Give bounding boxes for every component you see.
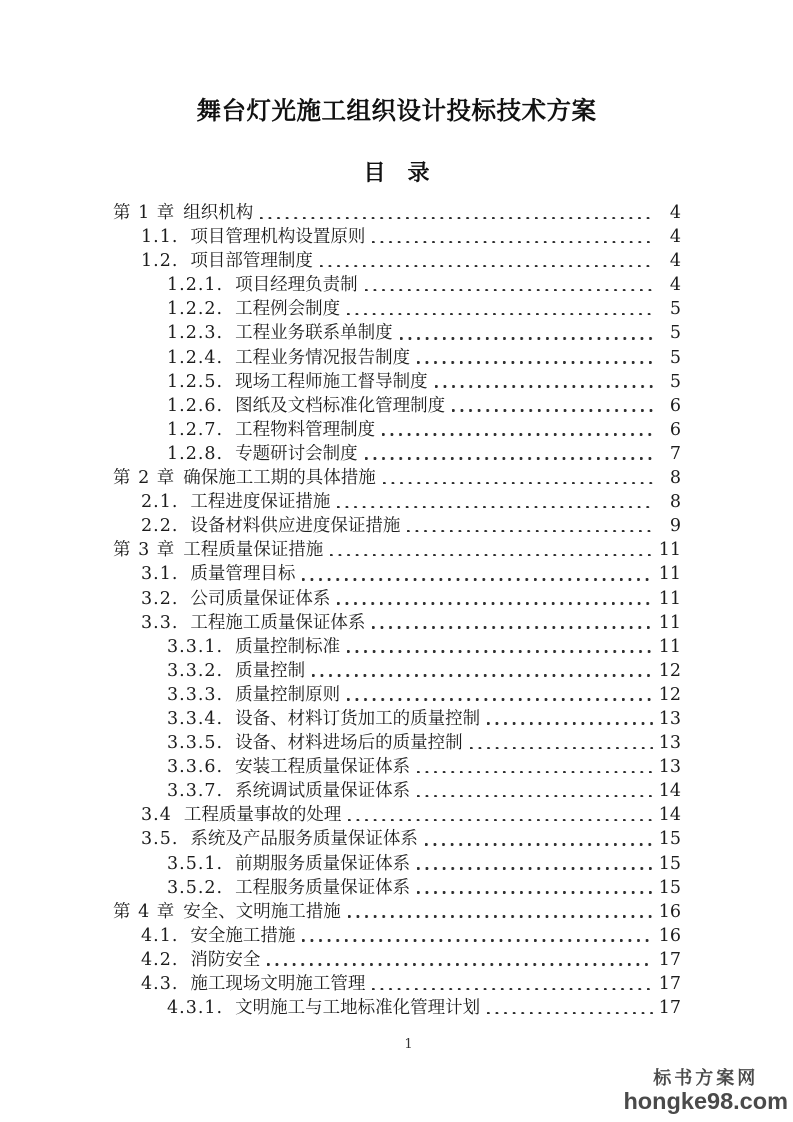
toc-leader-dots bbox=[452, 406, 653, 412]
toc-entry bbox=[113, 657, 681, 681]
toc-entry bbox=[113, 898, 681, 922]
toc-entry bbox=[113, 247, 681, 271]
toc-entry-title: 质量控制原则 bbox=[235, 684, 341, 705]
toc-leader-dots bbox=[372, 984, 652, 990]
toc-leader-dots bbox=[312, 671, 653, 677]
toc-entry-title: 工程业务联系单制度 bbox=[235, 323, 393, 344]
toc-entry-number: 3.3.2. bbox=[167, 660, 224, 681]
toc-leader-dots bbox=[372, 237, 653, 243]
toc-entry bbox=[113, 705, 681, 729]
toc-entry-page-number: 14 bbox=[658, 805, 681, 826]
toc-entry-title: 项目部管理制度 bbox=[190, 251, 313, 272]
toc-entry-title: 专题研讨会制度 bbox=[235, 443, 358, 464]
toc-entry-page-number: 15 bbox=[658, 877, 681, 898]
toc-entry bbox=[113, 801, 681, 825]
toc-entry-page-number: 13 bbox=[658, 708, 681, 729]
toc-entry bbox=[113, 536, 681, 560]
toc-entry-page-number: 4 bbox=[669, 203, 681, 223]
toc-entry-title: 现场工程师施工督导制度 bbox=[235, 371, 428, 392]
toc-entry-number: 3.3.5. bbox=[167, 733, 224, 754]
toc-leader-dots bbox=[347, 309, 653, 315]
toc-entry-number: 1.2.7. bbox=[167, 419, 224, 440]
toc-leader-dots bbox=[372, 623, 652, 629]
toc-entry-title: 工程施工质量保证体系 bbox=[190, 612, 366, 633]
toc-entry-number: 1.2.8. bbox=[167, 443, 224, 464]
toc-entry-number: 1.2.5. bbox=[167, 371, 224, 392]
toc-leader-dots bbox=[330, 550, 652, 556]
toc-entry-page-number: 11 bbox=[658, 612, 681, 633]
toc-leader-dots bbox=[320, 261, 653, 267]
toc-entry-title: 系统及产品服务质量保证体系 bbox=[190, 829, 418, 850]
toc-entry-page-number: 14 bbox=[658, 781, 681, 802]
toc-entry bbox=[113, 223, 681, 247]
toc-entry-title: 施工现场文明施工管理 bbox=[190, 974, 366, 994]
toc-entry-page-number: 16 bbox=[658, 901, 681, 922]
toc-entry-title: 项目管理机构设置原则 bbox=[190, 227, 366, 248]
toc-entry-number: 3.3.6. bbox=[167, 757, 224, 778]
toc-entry-number: 第 3 章 bbox=[113, 540, 176, 561]
toc-entry-number: 3.3.3. bbox=[167, 684, 224, 705]
toc-entry-number: 第 1 章 bbox=[113, 203, 176, 223]
toc-leader-dots bbox=[383, 478, 653, 484]
toc-entry-page-number: 5 bbox=[669, 323, 681, 344]
toc-entry-page-number: 5 bbox=[669, 347, 681, 368]
toc-entry-title: 消防安全 bbox=[190, 949, 261, 970]
toc-leader-dots bbox=[347, 647, 653, 653]
toc-leader-dots bbox=[417, 358, 653, 364]
toc-entry-title: 设备、材料进场后的质量控制 bbox=[235, 733, 463, 754]
toc-entry-number: 1.2.2. bbox=[167, 299, 224, 320]
toc-leader-dots bbox=[267, 960, 652, 966]
table-of-contents bbox=[113, 199, 681, 1018]
toc-leader-dots bbox=[302, 575, 652, 581]
toc-entry-title: 安装工程质量保证体系 bbox=[235, 757, 411, 778]
toc-leader-dots bbox=[417, 888, 653, 894]
toc-leader-dots bbox=[487, 719, 653, 725]
toc-entry-number: 1.2.4. bbox=[167, 347, 224, 368]
toc-leader-dots bbox=[365, 454, 653, 460]
toc-entry-number: 3.4 bbox=[141, 805, 172, 826]
toc-entry-page-number: 12 bbox=[658, 684, 681, 705]
toc-entry-title: 确保施工工期的具体措施 bbox=[183, 468, 376, 489]
toc-entry bbox=[113, 729, 681, 753]
toc-entry-number: 3.3. bbox=[141, 612, 179, 633]
toc-leader-dots bbox=[348, 815, 652, 821]
toc-entry bbox=[113, 970, 681, 994]
toc-entry bbox=[113, 440, 681, 464]
toc-entry bbox=[113, 416, 681, 440]
toc-entry-number: 1.2.3. bbox=[167, 323, 224, 344]
toc-leader-dots bbox=[400, 334, 653, 340]
toc-entry-page-number: 6 bbox=[669, 395, 681, 416]
toc-entry-page-number: 15 bbox=[658, 829, 681, 850]
toc-leader-dots bbox=[425, 840, 653, 846]
toc-leader-dots bbox=[417, 767, 653, 773]
toc-entry-number: 3.3.4. bbox=[167, 708, 224, 729]
toc-leader-dots bbox=[435, 382, 653, 388]
toc-leader-dots bbox=[260, 213, 653, 219]
toc-leader-dots bbox=[302, 936, 652, 942]
toc-entry bbox=[113, 199, 681, 223]
toc-entry-title: 工程服务质量保证体系 bbox=[235, 877, 411, 898]
toc-entry-number: 2.1. bbox=[141, 492, 179, 513]
toc-entry bbox=[113, 368, 681, 392]
toc-leader-dots bbox=[417, 791, 653, 797]
toc-entry-page-number: 5 bbox=[669, 299, 681, 320]
toc-entry-number: 2.2. bbox=[141, 516, 179, 537]
toc-entry-page-number: 13 bbox=[658, 757, 681, 778]
toc-entry-number: 3.5.2. bbox=[167, 877, 224, 898]
toc-entry-number: 4.1. bbox=[141, 925, 179, 946]
toc-entry-title: 设备材料供应进度保证措施 bbox=[190, 516, 401, 537]
toc-entry-title: 设备、材料订货加工的质量控制 bbox=[235, 708, 481, 729]
toc-entry-page-number: 13 bbox=[658, 733, 681, 754]
toc-entry-title: 质量控制标准 bbox=[235, 636, 341, 657]
toc-entry-number: 3.3.1. bbox=[167, 636, 224, 657]
watermark bbox=[623, 1070, 788, 1114]
toc-entry-number: 1.2.6. bbox=[167, 395, 224, 416]
toc-entry-number: 第 4 章 bbox=[113, 901, 176, 922]
watermark-site-url: hongke98.com bbox=[623, 1088, 788, 1115]
toc-entry-page-number: 11 bbox=[658, 564, 681, 585]
toc-entry bbox=[113, 344, 681, 368]
toc-entry-number: 3.5.1. bbox=[167, 853, 224, 874]
toc-entry-number: 1.2. bbox=[141, 251, 179, 272]
toc-entry-title: 文明施工与工地标准化管理计划 bbox=[235, 998, 481, 1019]
toc-entry-number: 3.1. bbox=[141, 564, 179, 585]
toc-entry bbox=[113, 922, 681, 946]
toc-entry-page-number: 11 bbox=[658, 636, 681, 657]
toc-entry bbox=[113, 392, 681, 416]
toc-entry bbox=[113, 681, 681, 705]
toc-entry-number: 4.2. bbox=[141, 949, 179, 970]
toc-entry-title: 安全、文明施工措施 bbox=[183, 901, 341, 922]
toc-entry-title: 工程质量保证措施 bbox=[183, 540, 324, 561]
toc-entry bbox=[113, 488, 681, 512]
toc-entry-page-number: 17 bbox=[658, 949, 681, 970]
toc-entry-page-number: 15 bbox=[658, 853, 681, 874]
toc-entry bbox=[113, 319, 681, 343]
toc-entry-title: 图纸及文档标准化管理制度 bbox=[235, 395, 446, 416]
toc-entry-title: 组织机构 bbox=[183, 203, 254, 223]
toc-entry-number: 3.2. bbox=[141, 588, 179, 609]
toc-entry bbox=[113, 994, 681, 1018]
document-title: 舞台灯光施工组织设计投标技术方案 bbox=[196, 96, 597, 125]
toc-entry-title: 工程例会制度 bbox=[235, 299, 341, 320]
toc-entry bbox=[113, 512, 681, 536]
toc-entry bbox=[113, 633, 681, 657]
toc-entry-page-number: 5 bbox=[669, 371, 681, 392]
toc-entry-page-number: 12 bbox=[658, 660, 681, 681]
toc-entry-title: 工程业务情况报告制度 bbox=[235, 347, 411, 368]
toc-entry-page-number: 16 bbox=[658, 925, 681, 946]
toc-leader-dots bbox=[347, 695, 653, 701]
toc-entry-number: 4.3.1. bbox=[167, 998, 224, 1019]
toc-entry-page-number: 17 bbox=[658, 998, 681, 1019]
toc-leader-dots bbox=[382, 430, 653, 436]
toc-entry-page-number: 4 bbox=[669, 251, 681, 272]
toc-entry-title: 工程进度保证措施 bbox=[190, 492, 331, 513]
toc-entry-title: 前期服务质量保证体系 bbox=[235, 853, 411, 874]
toc-entry-number: 1.1. bbox=[141, 227, 179, 248]
toc-entry-page-number: 7 bbox=[669, 443, 681, 464]
toc-entry bbox=[113, 609, 681, 633]
toc-entry-title: 公司质量保证体系 bbox=[190, 588, 331, 609]
toc-entry-page-number: 4 bbox=[669, 227, 681, 248]
toc-entry bbox=[113, 753, 681, 777]
toc-entry bbox=[113, 585, 681, 609]
toc-entry bbox=[113, 295, 681, 319]
toc-entry-number: 第 2 章 bbox=[113, 468, 176, 489]
toc-entry-page-number: 6 bbox=[669, 419, 681, 440]
toc-entry bbox=[113, 271, 681, 295]
toc-leader-dots bbox=[417, 864, 653, 870]
toc-leader-dots bbox=[365, 285, 653, 291]
toc-entry-number: 3.5. bbox=[141, 829, 179, 850]
toc-entry bbox=[113, 825, 681, 849]
toc-leader-dots bbox=[337, 502, 653, 508]
toc-leader-dots bbox=[348, 912, 653, 918]
page-number-folio: 1 bbox=[404, 1037, 413, 1052]
toc-entry-number: 3.3.7. bbox=[167, 781, 224, 802]
toc-entry bbox=[113, 560, 681, 584]
toc-entry-title: 系统调试质量保证体系 bbox=[235, 781, 411, 802]
toc-entry-page-number: 8 bbox=[669, 492, 681, 513]
toc-entry-title: 工程质量事故的处理 bbox=[183, 805, 342, 826]
toc-leader-dots bbox=[487, 1008, 653, 1014]
toc-entry-page-number: 9 bbox=[669, 516, 681, 537]
watermark-site-name: 标书方案网 bbox=[653, 1068, 759, 1090]
toc-leader-dots bbox=[337, 599, 652, 605]
toc-entry bbox=[113, 850, 681, 874]
toc-entry-title: 质量控制 bbox=[235, 660, 306, 681]
toc-leader-dots bbox=[407, 526, 653, 532]
toc-heading: 目 录 bbox=[363, 160, 430, 186]
toc-entry-page-number: 4 bbox=[669, 275, 681, 296]
toc-leader-dots bbox=[470, 743, 653, 749]
toc-entry bbox=[113, 464, 681, 488]
toc-entry-page-number: 17 bbox=[658, 974, 681, 994]
toc-entry-title: 工程物料管理制度 bbox=[235, 419, 376, 440]
toc-entry bbox=[113, 777, 681, 801]
toc-entry-page-number: 8 bbox=[669, 468, 681, 489]
toc-entry bbox=[113, 946, 681, 970]
toc-entry-page-number: 11 bbox=[658, 540, 681, 561]
toc-entry bbox=[113, 874, 681, 898]
toc-entry-page-number: 11 bbox=[658, 588, 681, 609]
toc-entry-number: 4.3. bbox=[141, 974, 179, 994]
toc-entry-title: 项目经理负责制 bbox=[235, 275, 358, 296]
toc-entry-number: 1.2.1. bbox=[167, 275, 224, 296]
toc-entry-title: 安全施工措施 bbox=[190, 925, 296, 946]
toc-entry-title: 质量管理目标 bbox=[190, 564, 296, 585]
